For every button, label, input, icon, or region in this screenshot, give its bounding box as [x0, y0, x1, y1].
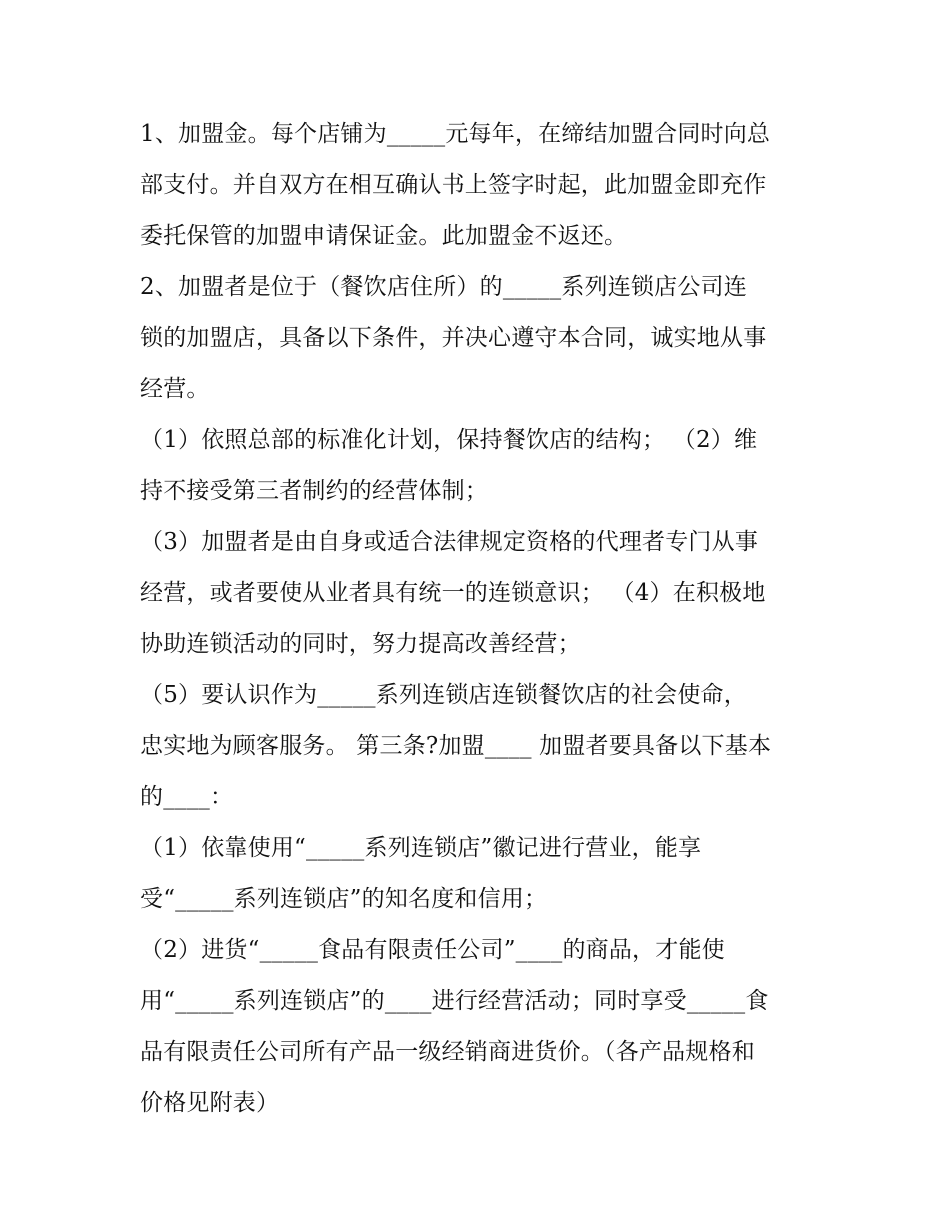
text-line-3: 委托保管的加盟申请保证金。此加盟金不返还。 [140, 223, 628, 249]
text-line-10: 经营，或者要使从业者具有统一的连锁意识； （4）在积极地 [140, 580, 766, 606]
text-line-13: 忠实地为顾客服务。 第三条?加盟____ 加盟者要具备以下基本 [140, 733, 772, 759]
text-line-8: 持不接受第三者制约的经营体制； [140, 478, 488, 504]
text-line-5: 锁的加盟店，具备以下条件，并决心遵守本合同，诚实地从事 [140, 325, 767, 351]
text-line-12: （5）要认识作为_____系列连锁店连锁餐饮店的社会使命， [140, 682, 747, 708]
text-line-17: （2）进货“_____食品有限责任公司”____的商品，才能使 [140, 937, 725, 963]
text-line-9: （3）加盟者是由自身或适合法律规定资格的代理者专门从事 [140, 529, 759, 555]
text-line-2: 部支付。并自双方在相互确认书上签字时起，此加盟金即充作 [140, 172, 767, 198]
text-line-1: 1、加盟金。每个店铺为_____元每年，在缔结加盟合同时向总 [140, 121, 771, 147]
text-line-18: 用“_____系列连锁店”的____进行经营活动；同时享受_____食 [140, 988, 769, 1014]
text-line-16: 受“_____系列连锁店”的知名度和信用； [140, 886, 548, 912]
text-line-20: 价格见附表） [140, 1090, 280, 1116]
text-line-11: 协助连锁活动的同时，努力提高改善经营； [140, 631, 581, 657]
text-line-4: 2、加盟者是位于（餐饮店住所）的_____系列连锁店公司连 [140, 274, 747, 300]
text-line-15: （1）依靠使用“_____系列连锁店”徽记进行营业，能享 [140, 835, 702, 861]
text-line-6: 经营。 [140, 376, 210, 402]
text-line-19: 品有限责任公司所有产品一级经销商进货价。（各产品规格和 [140, 1039, 755, 1065]
text-line-14: 的____： [140, 784, 234, 810]
document-text [140, 109, 820, 1129]
text-line-7: （1）依照总部的标准化计划，保持餐饮店的结构； （2）维 [140, 427, 758, 453]
